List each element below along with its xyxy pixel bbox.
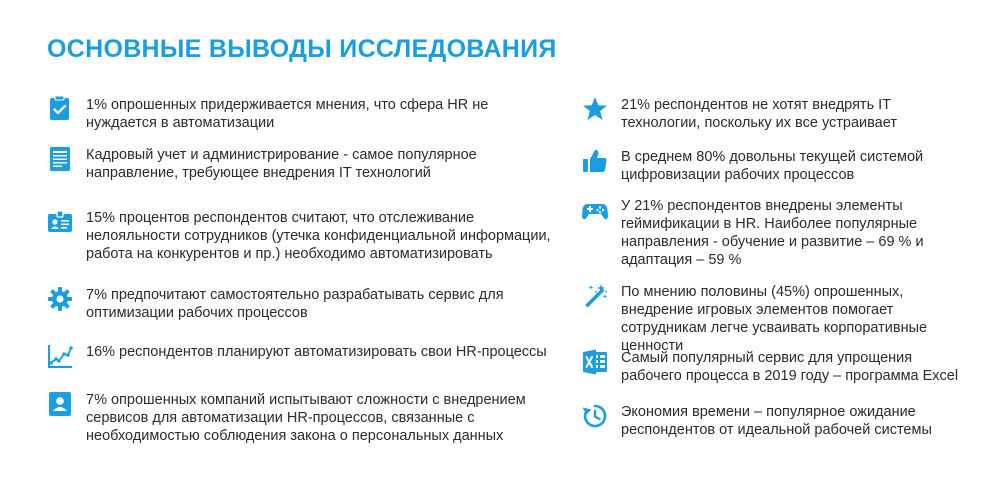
document-icon bbox=[47, 146, 73, 172]
magic-wand-icon bbox=[582, 283, 608, 309]
finding-text: 16% респондентов планируют автоматизировать свои HR-процессы bbox=[86, 344, 547, 360]
finding-text: У 21% респондентов внедрены элементы геймификации в HR. Наиболее популярные направления - обучение и развитие – 69 % и адаптация – 59 % bbox=[621, 198, 924, 268]
thumbs-up-icon bbox=[582, 148, 608, 174]
finding-item bbox=[582, 283, 971, 355]
checklist-icon bbox=[47, 96, 73, 122]
finding-item bbox=[582, 403, 971, 439]
finding-text: 21% респондентов не хотят внедрять IT технологии, поскольку их все устраивает bbox=[621, 97, 897, 131]
finding-item bbox=[47, 96, 556, 132]
user-card-icon bbox=[47, 391, 73, 417]
gamepad-icon bbox=[582, 197, 608, 223]
id-badge-icon bbox=[47, 209, 73, 235]
finding-text: Экономия времени – популярное ожидание респондентов от идеальной рабочей системы bbox=[621, 404, 932, 438]
finding-item bbox=[582, 197, 971, 269]
finding-item bbox=[47, 286, 556, 322]
finding-item bbox=[582, 96, 971, 132]
finding-item bbox=[582, 349, 971, 385]
finding-text: Самый популярный сервис для упрощения рабочего процесса в 2019 году – программа Excel bbox=[621, 350, 959, 384]
finding-item bbox=[47, 209, 556, 263]
finding-text: Кадровый учет и администрирование - самое популярное направление, требующее внедрения IT технологий bbox=[86, 147, 477, 181]
finding-text: 7% опрошенных компаний испытывают сложности с внедрением сервисов для автоматизации HR-процессов, связанные с необходимостью соблюдения закона о персональных данных bbox=[86, 392, 526, 444]
gear-icon bbox=[47, 286, 73, 312]
finding-item bbox=[47, 343, 556, 369]
star-icon bbox=[582, 96, 608, 122]
page-title: ОСНОВНЫЕ ВЫВОДЫ ИССЛЕДОВАНИЯ bbox=[47, 35, 557, 63]
finding-item bbox=[47, 146, 556, 182]
time-refresh-icon bbox=[582, 403, 608, 429]
finding-text: 7% предпочитают самостоятельно разрабатывать сервис для оптимизации рабочих процессов bbox=[86, 287, 504, 321]
finding-item bbox=[47, 391, 556, 445]
finding-text: В среднем 80% довольны текущей системой цифровизации рабочих процессов bbox=[621, 149, 924, 183]
finding-text: По мнению половины (45%) опрошенных, внедрение игровых элементов помогает сотрудникам легче усваивать корпоративные ценности bbox=[621, 284, 928, 354]
finding-text: 1% опрошенных придерживается мнения, что сфера HR не нуждается в автоматизации bbox=[86, 97, 489, 131]
finding-text: 15% процентов респондентов считают, что отслеживание нелояльности сотрудников (утечка конфиденциальной информации, работа на конкурентов и пр.) необходимо автоматизировать bbox=[86, 210, 551, 262]
growth-chart-icon bbox=[47, 343, 73, 369]
finding-item bbox=[582, 148, 971, 184]
excel-icon bbox=[582, 349, 608, 375]
